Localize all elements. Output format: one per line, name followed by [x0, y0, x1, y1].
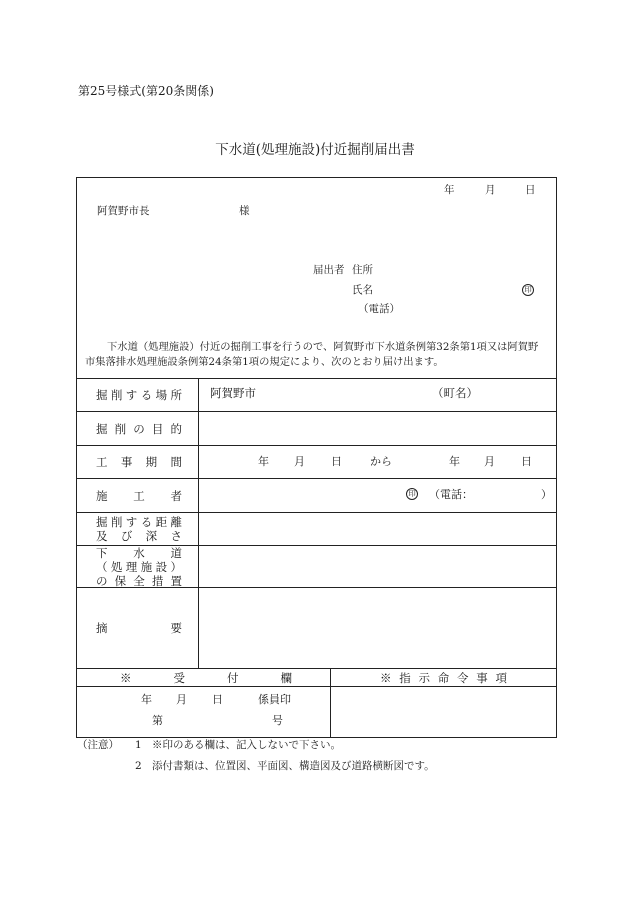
period-to-year: 年 — [449, 455, 460, 468]
row-distance-depth — [77, 512, 556, 545]
statement-line-1: 下水道（処理施設）付近の掘削工事を行うので、阿賀野市下水道条例第32条第1項又は阿賀野 — [107, 341, 539, 353]
label-cell — [77, 446, 199, 478]
seal-mark: 印 — [522, 284, 534, 296]
label-cell — [77, 379, 199, 411]
instructions-title-cell — [380, 669, 507, 686]
label-cell — [77, 513, 199, 545]
location-town-note: （町名） — [432, 386, 478, 400]
row-period — [77, 445, 556, 478]
contractor-label: 施工者 — [96, 488, 182, 503]
contractor-seal-mark: 印 — [406, 488, 418, 500]
addressee: 阿賀野市長 — [97, 205, 150, 217]
contractor-phone-close: ） — [541, 488, 552, 501]
reception-title-cell — [120, 669, 292, 686]
location-label: 掘削する場所 — [96, 388, 182, 402]
label-cell — [77, 479, 199, 512]
period-label: 工事期間 — [96, 455, 182, 469]
note-number: 1 — [135, 739, 142, 751]
label-cell — [77, 588, 199, 668]
note-text: 添付書類は、位置図、平面図、構造図及び道路横断図です。 — [152, 760, 435, 772]
honorific: 様 — [239, 205, 250, 217]
contractor-phone-open: （電話： — [429, 488, 473, 501]
distance-label-line-2: 及び深さ — [96, 529, 182, 543]
form-header — [77, 178, 556, 378]
label-cell — [77, 412, 199, 445]
period-from-year: 年 — [258, 455, 269, 468]
reception-date-day: 日 — [212, 693, 223, 706]
notes-heading: （注意） — [77, 739, 119, 751]
row-office-titles — [77, 668, 556, 686]
reception-date-year: 年 — [141, 693, 152, 706]
staff-seal-label: 係員印 — [258, 693, 291, 706]
page-title: 下水道(処理施設)付近掘削届出書 — [215, 142, 415, 158]
statement-line-2: 市集落排水処理施設条例第24条第1項の規定により、次のとおり届け出ます。 — [85, 356, 444, 368]
period-to-day: 日 — [521, 455, 532, 468]
reception-number-suffix: 号 — [272, 714, 283, 727]
reception-title: ※受付欄 — [120, 670, 292, 685]
row-purpose — [77, 411, 556, 445]
header-date-day: 日 — [525, 184, 536, 196]
period-to-month: 月 — [484, 455, 495, 468]
header-date-month: 月 — [485, 184, 496, 196]
column-divider — [330, 687, 331, 737]
note-text: ※印のある欄は、記入しないで下さい。 — [152, 739, 341, 751]
applicant-label: 届出者 — [313, 264, 345, 276]
notification-form — [76, 177, 557, 738]
row-location — [77, 378, 556, 411]
period-from-month: 月 — [294, 455, 305, 468]
form-number: 第25号様式(第20条関係) — [78, 84, 214, 98]
location-city: 阿賀野市 — [210, 386, 256, 400]
instructions-title: ※指示命令事項 — [380, 670, 507, 685]
header-date-year: 年 — [444, 184, 455, 196]
purpose-label: 掘削の目的 — [96, 421, 182, 436]
column-divider — [330, 669, 331, 686]
address-label: 住所 — [352, 264, 373, 276]
distance-label-line-1: 掘削する距離 — [96, 515, 182, 529]
name-label: 氏名 — [352, 284, 373, 296]
protection-label-line-1: 下水道 — [96, 545, 182, 560]
period-from-word: から — [370, 455, 392, 468]
row-office-details — [77, 686, 556, 737]
row-remarks — [77, 587, 556, 668]
reception-date-month: 月 — [176, 693, 187, 706]
note-number: 2 — [135, 760, 142, 772]
label-cell — [77, 546, 199, 587]
row-protection — [77, 545, 556, 587]
protection-label-line-2: （処理施設） — [96, 559, 182, 574]
protection-label-line-3: の保全措置 — [96, 573, 182, 588]
reception-number-prefix: 第 — [152, 714, 163, 727]
period-from-day: 日 — [331, 455, 342, 468]
row-contractor — [77, 478, 556, 512]
phone-label: （電話） — [358, 303, 400, 315]
remarks-label: 摘要 — [96, 621, 182, 635]
